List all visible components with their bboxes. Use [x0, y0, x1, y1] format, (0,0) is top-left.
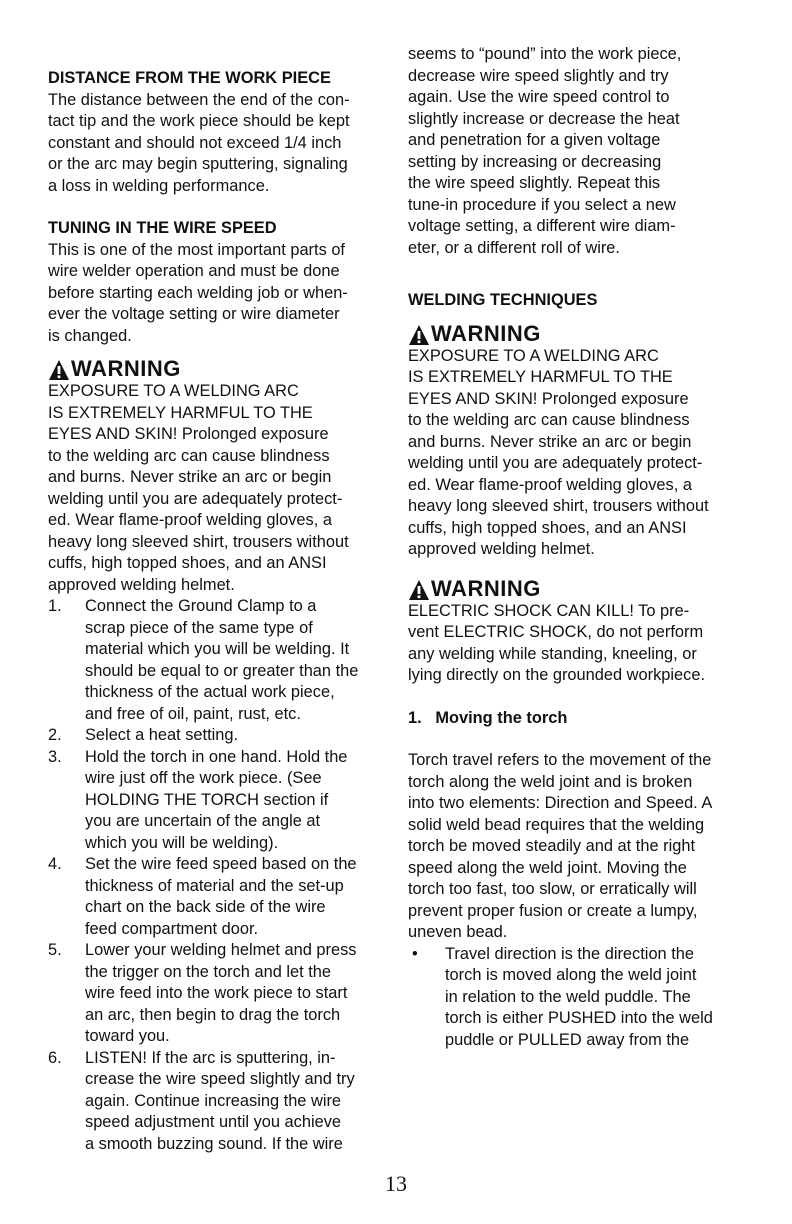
text-line: and burns. Never strike an arc or begin	[408, 432, 692, 451]
text-line: toward you.	[85, 1027, 170, 1045]
text-line: Travel direction is the direction the	[445, 944, 695, 963]
text-line: crease the wire speed slightly and try	[85, 1070, 355, 1088]
text-line: or the arc may begin sputtering, signaling	[48, 155, 348, 173]
warning-label-right-2	[408, 569, 752, 601]
text-line: the wire speed slightly. Repeat this	[408, 174, 661, 192]
step-text	[85, 1048, 355, 1156]
text-line: an arc, then begin to drag the torch	[85, 1005, 341, 1024]
text-line: Select a heat setting.	[85, 726, 239, 744]
step-text	[85, 940, 357, 1048]
text-line: Lower your welding helmet and press	[85, 941, 357, 959]
steps-list	[48, 596, 390, 1155]
step-text	[85, 854, 357, 940]
text-line: chart on the back side of the wire	[85, 898, 326, 916]
techniques-heading: WELDING TECHNIQUES	[408, 291, 598, 309]
step-item	[48, 854, 390, 940]
distance-heading: DISTANCE FROM THE WORK PIECE	[48, 69, 331, 87]
text-line: thickness of the actual work piece,	[85, 683, 335, 701]
step-number: 3.	[48, 747, 62, 766]
step-item	[48, 596, 390, 725]
text-line: a smooth buzzing sound. If the wire	[85, 1134, 343, 1153]
text-line: heavy long sleeved shirt, trousers without	[48, 532, 349, 551]
text-line: wire just off the work piece. (See	[85, 769, 322, 787]
text-line: and penetration for a given voltage	[408, 131, 661, 149]
step-text	[85, 747, 347, 855]
text-line: torch is either PUSHED into the weld	[445, 1009, 713, 1027]
text-line: lying directly on the grounded workpiece.	[408, 666, 706, 684]
text-line: scrap piece of the same type of	[85, 618, 313, 637]
warning-triangle-icon	[408, 579, 430, 601]
warning-text: WARNING	[431, 320, 541, 346]
text-line: uneven bead.	[408, 923, 508, 941]
text-line: torch be moved steadily and at the right	[408, 837, 696, 855]
step-item	[48, 725, 390, 747]
text-line: decrease wire speed slightly and try	[408, 66, 669, 85]
text-line: Torch travel refers to the movement of the	[408, 751, 712, 769]
text-line: LISTEN! If the arc is sputtering, in-	[85, 1048, 336, 1067]
text-line: ever the voltage setting or wire diameter	[48, 305, 340, 323]
text-line: before starting each welding job or when-	[48, 283, 348, 302]
warning-paragraph-right-2	[408, 601, 752, 687]
warning-text: WARNING	[431, 575, 541, 601]
text-line: feed compartment door.	[85, 919, 259, 938]
text-line: and burns. Never strike an arc or begin	[48, 468, 332, 486]
text-line: wire welder operation and must be done	[48, 262, 340, 280]
moving-torch-paragraph	[408, 750, 752, 944]
step-text	[85, 596, 358, 725]
text-line: prevent proper fusion or create a lumpy,	[408, 901, 698, 920]
text-line: eter, or a different roll of wire.	[408, 238, 620, 257]
text-line: is changed.	[48, 326, 132, 345]
tuning-heading: TUNING IN THE WIRE SPEED	[48, 219, 277, 237]
text-line: ed. Wear flame-proof welding gloves, a	[408, 475, 692, 494]
text-line: material which you will be welding. It	[85, 640, 350, 658]
step-number: 4.	[48, 855, 62, 873]
text-line: Hold the torch in one hand. Hold the	[85, 747, 348, 766]
moving-torch-heading: 1. Moving the torch	[408, 708, 568, 727]
text-line: setting by increasing or decreasing	[408, 152, 662, 171]
text-line: approved welding helmet.	[48, 575, 235, 594]
text-line: the trigger on the torch and let the	[85, 962, 332, 981]
text-line: Set the wire feed speed based on the	[85, 855, 357, 873]
text-line: in relation to the weld puddle. The	[445, 987, 691, 1006]
text-line: welding until you are adequately protect-	[48, 489, 343, 508]
text-line: vent ELECTRIC SHOCK, do not perform	[408, 623, 704, 641]
text-line: slightly increase or decrease the heat	[408, 109, 680, 128]
text-line: Connect the Ground Clamp to a	[85, 597, 317, 615]
text-line: and free of oil, paint, rust, etc.	[85, 704, 301, 723]
text-line: welding until you are adequately protect-	[408, 454, 703, 472]
text-line: any welding while standing, kneeling, or	[408, 644, 697, 663]
step-item	[48, 1048, 390, 1156]
step-item	[48, 940, 390, 1048]
bullet-text	[445, 944, 713, 1052]
text-line: seems to “pound” into the work piece,	[408, 45, 682, 63]
bullet-marker: •	[412, 944, 418, 963]
text-line: tact tip and the work piece should be kept	[48, 112, 350, 130]
text-line: again. Continue increasing the wire	[85, 1091, 342, 1110]
text-line: should be equal to or greater than the	[85, 661, 359, 680]
warning-paragraph-right-1	[408, 346, 752, 561]
bullet-item	[408, 944, 752, 1052]
text-line: torch is moved along the weld joint	[445, 966, 697, 984]
warning-label-right-1	[408, 314, 752, 346]
warning-label-left	[48, 349, 390, 381]
text-line: thickness of material and the set-up	[85, 876, 344, 895]
tuning-paragraph	[48, 240, 390, 348]
step-text	[85, 725, 238, 747]
text-line: IS EXTREMELY HARMFUL TO THE	[408, 368, 673, 386]
text-line: EYES AND SKIN! Prolonged exposure	[48, 425, 329, 443]
text-line: a loss in welding performance.	[48, 176, 270, 195]
text-line: to the welding arc can cause blindness	[48, 446, 330, 465]
text-line: torch too fast, too slow, or erratically will	[408, 880, 697, 898]
text-line: ELECTRIC SHOCK CAN KILL! To pre-	[408, 601, 690, 620]
text-line: HOLDING THE TORCH section if	[85, 790, 329, 809]
text-line: EYES AND SKIN! Prolonged exposure	[408, 389, 689, 408]
text-line: you are uncertain of the angle at	[85, 812, 321, 830]
text-line: ed. Wear flame-proof welding gloves, a	[48, 511, 332, 529]
text-line: puddle or PULLED away from the	[445, 1030, 690, 1049]
text-line: speed adjustment until you achieve	[85, 1113, 342, 1131]
text-line: heavy long sleeved shirt, trousers without	[408, 497, 709, 515]
warning-triangle-icon	[48, 359, 70, 381]
text-line: speed along the weld joint. Moving the	[408, 858, 687, 877]
continued-paragraph	[408, 44, 752, 259]
text-line: constant and should not exceed 1/4 inch	[48, 133, 342, 152]
step-number: 6.	[48, 1048, 62, 1067]
page-number: 13	[385, 1171, 407, 1196]
warning-paragraph-left	[48, 381, 390, 596]
step-number: 1.	[48, 597, 62, 615]
warning-triangle-icon	[408, 324, 430, 346]
text-line: EXPOSURE TO A WELDING ARC	[408, 346, 659, 365]
text-line: again. Use the wire speed control to	[408, 88, 670, 106]
text-line: wire feed into the work piece to start	[85, 984, 348, 1002]
distance-paragraph	[48, 90, 390, 198]
text-line: approved welding helmet.	[408, 540, 595, 558]
text-line: tune-in procedure if you select a new	[408, 195, 676, 214]
step-item	[48, 747, 390, 855]
text-line: voltage setting, a different wire diam-	[408, 217, 676, 235]
right-column	[408, 44, 752, 1051]
text-line: which you will be welding).	[85, 833, 279, 852]
text-line: torch along the weld joint and is broken	[408, 772, 693, 791]
text-line: EXPOSURE TO A WELDING ARC	[48, 382, 299, 400]
text-line: IS EXTREMELY HARMFUL TO THE	[48, 403, 313, 422]
step-number: 2.	[48, 726, 62, 744]
text-line: solid weld bead requires that the welding	[408, 815, 705, 834]
text-line: This is one of the most important parts of	[48, 240, 345, 259]
text-line: into two elements: Direction and Speed. A	[408, 794, 713, 812]
text-line: to the welding arc can cause blindness	[408, 411, 690, 429]
left-column	[48, 44, 390, 1155]
text-line: The distance between the end of the con-	[48, 90, 350, 109]
text-line: cuffs, high topped shoes, and an ANSI	[48, 554, 327, 572]
warning-text: WARNING	[71, 356, 181, 381]
text-line: cuffs, high topped shoes, and an ANSI	[408, 518, 687, 537]
step-number: 5.	[48, 941, 62, 959]
